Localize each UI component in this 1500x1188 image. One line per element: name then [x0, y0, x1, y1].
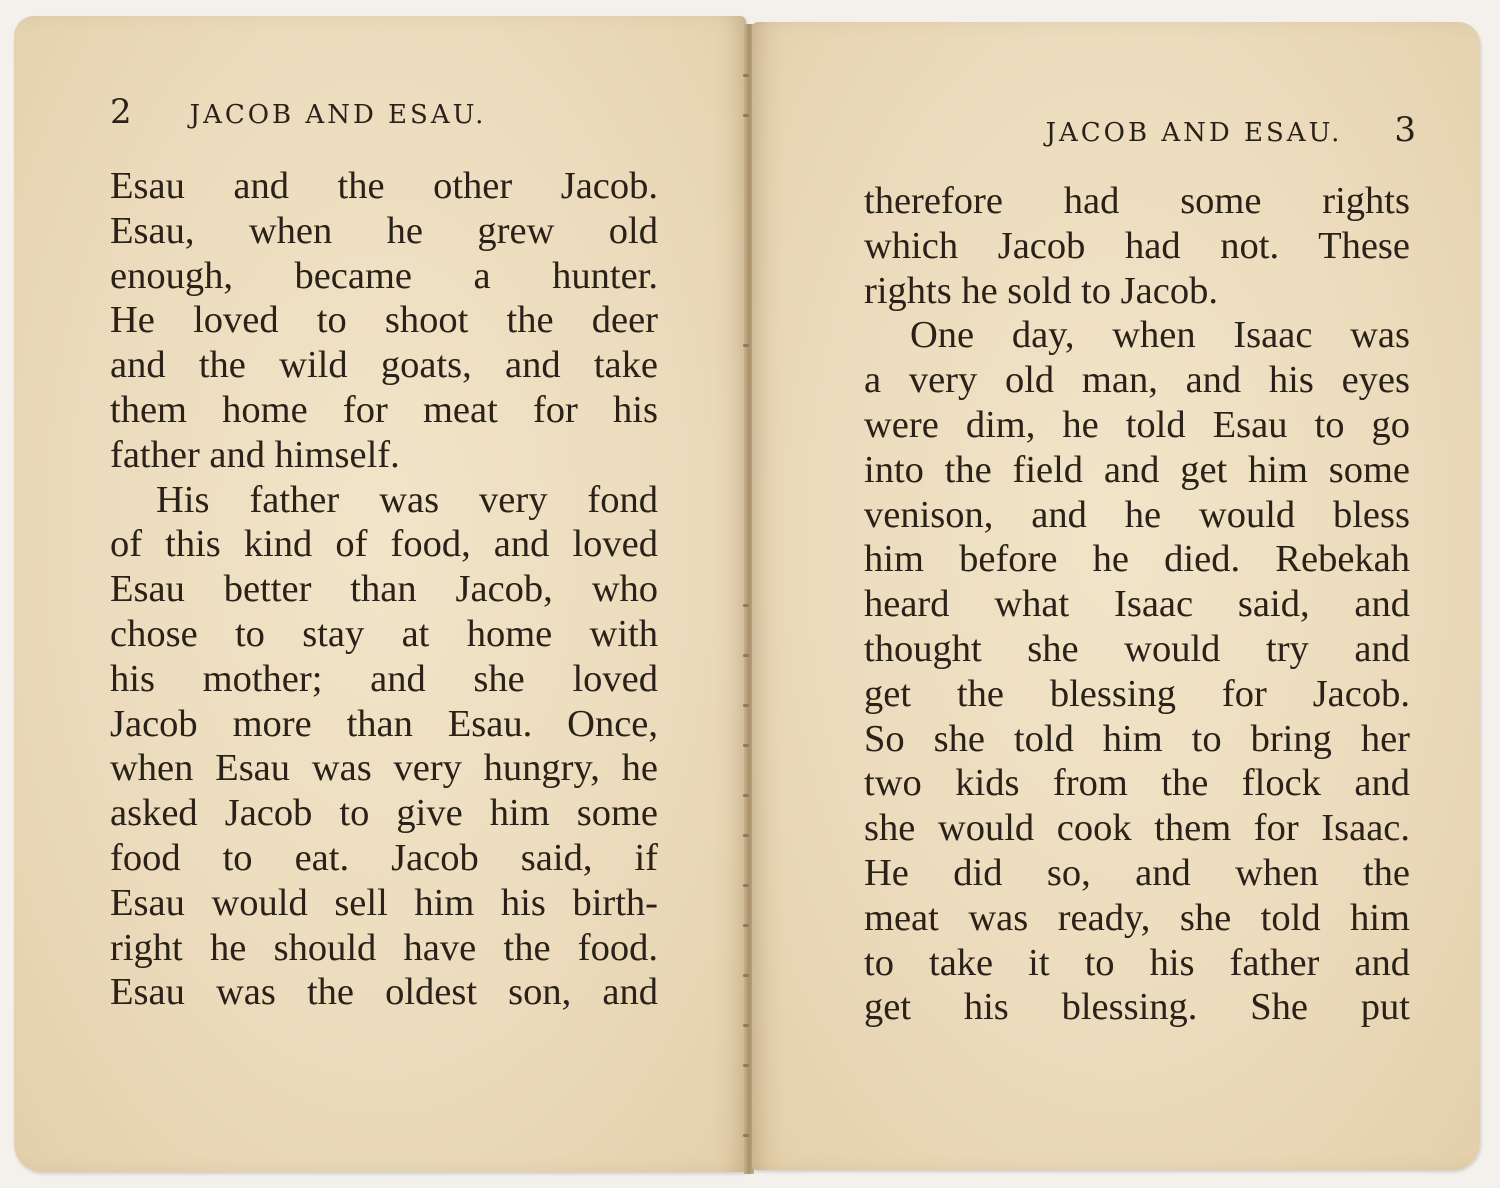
text-line: enough, became a hunter.	[110, 254, 658, 297]
binding-stitch	[743, 1024, 749, 1027]
text-line: his mother; and she loved	[110, 657, 658, 700]
left-page	[14, 16, 746, 1172]
binding-stitch	[743, 884, 749, 887]
text-line: when Esau was very hungry, he	[110, 747, 658, 790]
text-line: Esau better than Jacob, who	[110, 568, 658, 611]
text-line: One day, when Isaac was	[910, 314, 1410, 357]
left-running-head	[110, 92, 670, 132]
text-line: Esau was the oldest son, and	[110, 971, 658, 1014]
text-line: of this kind of food, and loved	[110, 523, 658, 566]
binding-stitch	[743, 1064, 749, 1067]
text-line: meat was ready, she told him	[864, 896, 1410, 939]
text-line: were dim, he told Esau to go	[864, 403, 1410, 446]
left-running-title: JACOB AND ESAU.	[189, 100, 487, 130]
binding-stitch	[743, 794, 749, 797]
text-line: thought she would try and	[864, 627, 1410, 670]
text-line: venison, and he would bless	[864, 493, 1410, 536]
text-line: He did so, and when the	[864, 851, 1410, 894]
right-page	[752, 22, 1480, 1170]
binding-stitch	[743, 604, 749, 607]
left-body-text	[110, 164, 658, 1015]
text-line: and the wild goats, and take	[110, 344, 658, 387]
binding-stitch	[743, 74, 749, 77]
text-line: He loved to shoot the deer	[110, 299, 658, 342]
binding-stitch	[743, 654, 749, 657]
text-line: father and himself.	[110, 433, 400, 476]
binding-stitch	[743, 974, 749, 977]
text-line: rights he sold to Jacob.	[864, 269, 1218, 312]
text-line: therefore had some rights	[864, 180, 1410, 222]
text-line: him before he died. Rebekah	[864, 538, 1410, 581]
left-page-number: 2	[110, 92, 132, 132]
text-line: Esau would sell him his birth-	[110, 881, 658, 924]
binding-stitch	[743, 704, 749, 707]
text-line: asked Jacob to give him some	[110, 792, 658, 835]
text-line: Esau and the other Jacob.	[110, 165, 658, 207]
text-line: to take it to his father and	[864, 941, 1410, 984]
book-spread	[10, 14, 1485, 1176]
text-line: right he should have the food.	[110, 926, 658, 969]
text-line: get the blessing for Jacob.	[864, 672, 1410, 715]
text-line: chose to stay at home with	[110, 612, 658, 655]
binding-stitch	[743, 344, 749, 347]
text-line: them home for meat for his	[110, 388, 658, 431]
binding-stitch	[743, 924, 749, 927]
text-line: food to eat. Jacob said, if	[110, 836, 658, 879]
text-line: into the field and get him some	[864, 448, 1410, 491]
right-running-head	[860, 110, 1416, 150]
binding-stitch	[743, 114, 749, 117]
text-line: a very old man, and his eyes	[864, 359, 1410, 402]
text-line: she would cook them for Isaac.	[864, 807, 1410, 850]
text-line: two kids from the flock and	[864, 762, 1410, 805]
text-line: heard what Isaac said, and	[864, 583, 1410, 626]
binding-stitch	[743, 834, 749, 837]
binding-stitch	[743, 744, 749, 747]
text-line: Esau, when he grew old	[110, 209, 658, 252]
right-page-number: 3	[1394, 110, 1416, 150]
text-line: get his blessing. She put	[864, 986, 1410, 1029]
text-line: which Jacob had not. These	[864, 224, 1410, 267]
right-running-title: JACOB AND ESAU.	[1045, 118, 1343, 148]
binding-stitch	[743, 1134, 749, 1137]
text-line: So she told him to bring her	[864, 717, 1410, 760]
right-body-text	[864, 179, 1410, 1030]
text-line: Jacob more than Esau. Once,	[110, 702, 658, 745]
text-line: His father was very fond	[156, 478, 658, 521]
